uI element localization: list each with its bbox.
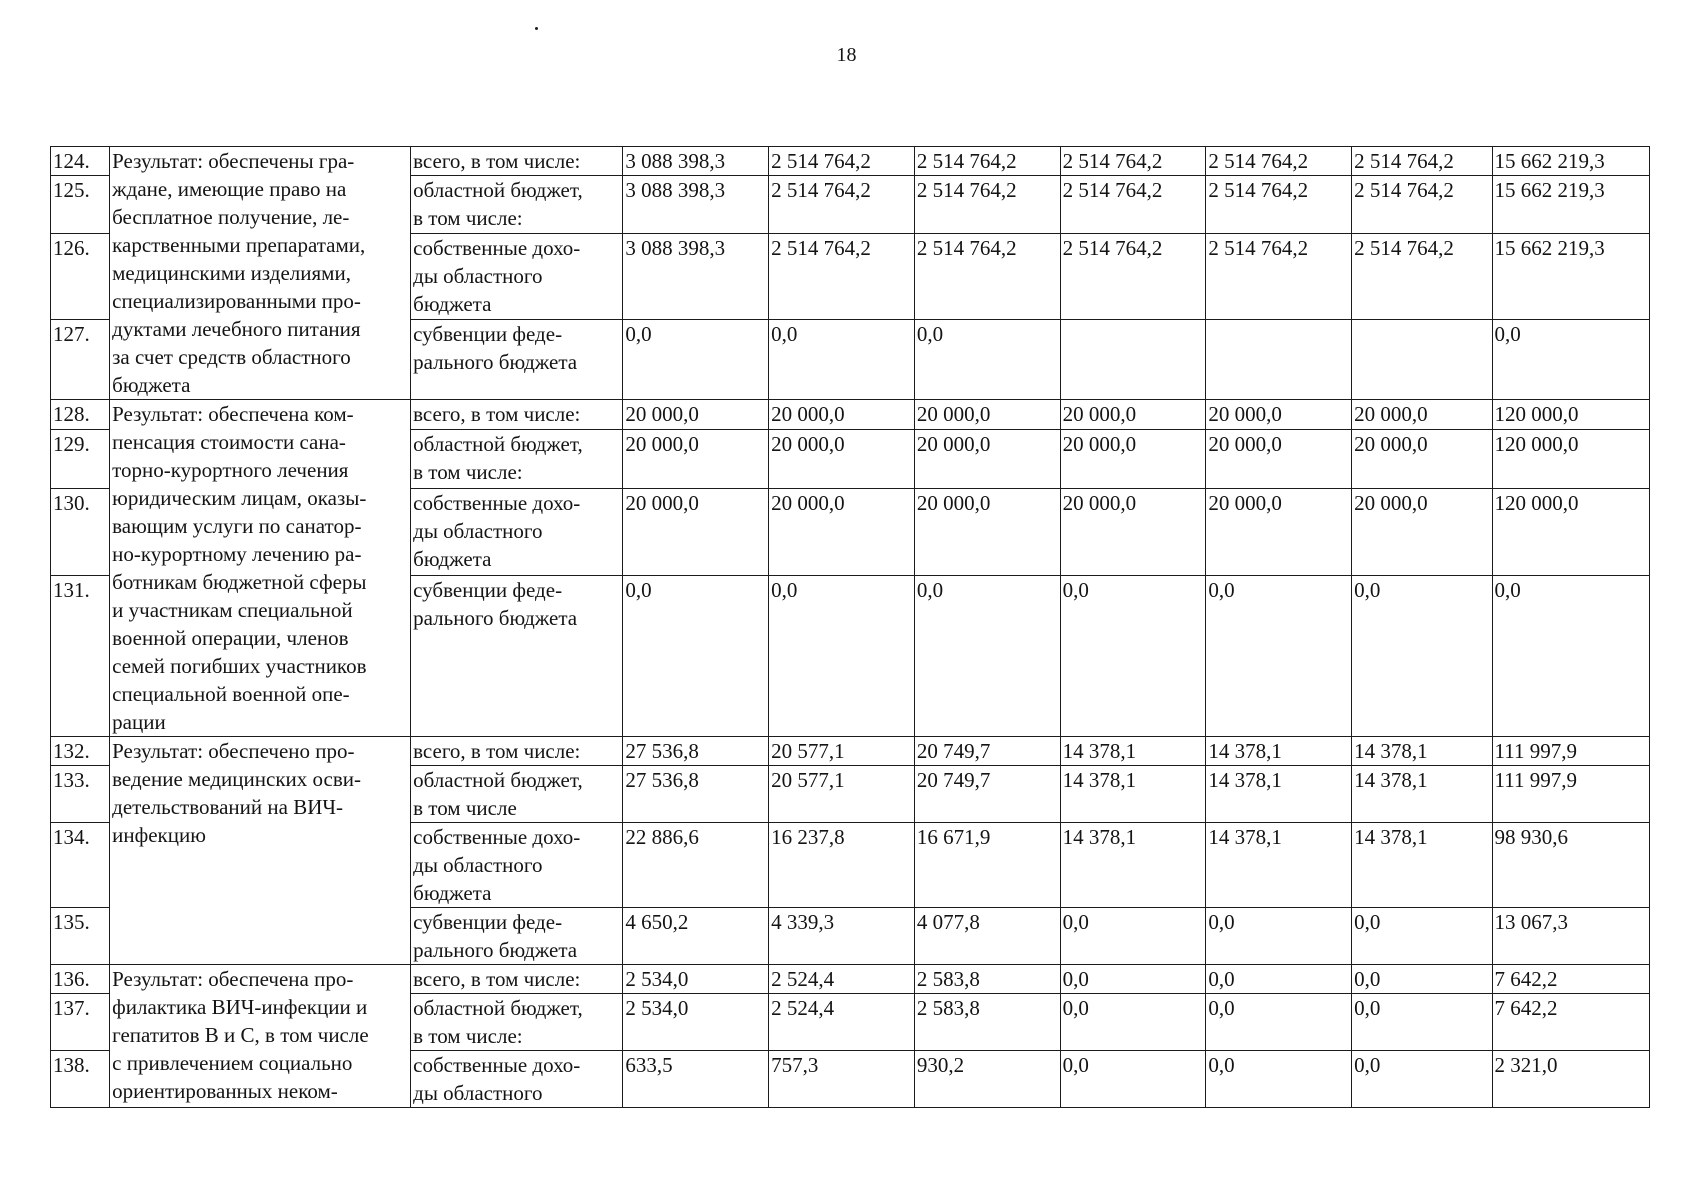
year-value-cell: 20 000,0 [914, 400, 1060, 430]
year-value-cell: 20 000,0 [1060, 429, 1206, 488]
year-value-cell: 20 749,7 [914, 737, 1060, 766]
year-value-cell: 0,0 [1352, 965, 1492, 994]
row-number: 138. [51, 1051, 110, 1108]
year-value-cell: 20 000,0 [623, 429, 769, 488]
year-value-cell: 0,0 [1206, 1051, 1352, 1108]
total-value-cell: 2 321,0 [1492, 1051, 1649, 1108]
year-value-cell: 0,0 [1352, 1051, 1492, 1108]
funding-source: собственные дохо- ды областного бюджета [411, 823, 623, 908]
year-value-cell: 14 378,1 [1060, 766, 1206, 823]
total-value-cell: 0,0 [1492, 576, 1649, 737]
total-value-cell: 120 000,0 [1492, 429, 1649, 488]
row-number: 133. [51, 766, 110, 823]
year-value-cell: 20 000,0 [1352, 400, 1492, 430]
year-value-cell: 2 583,8 [914, 994, 1060, 1051]
year-value-cell: 20 000,0 [769, 400, 915, 430]
table-row [51, 965, 1650, 994]
funding-source: областной бюджет, в том числе [411, 766, 623, 823]
year-value-cell: 20 000,0 [1206, 400, 1352, 430]
year-value-cell: 2 514 764,2 [769, 234, 915, 320]
year-value-cell: 2 514 764,2 [1206, 234, 1352, 320]
year-value-cell: 20 000,0 [1352, 429, 1492, 488]
year-value-cell: 0,0 [1352, 994, 1492, 1051]
table-row [51, 147, 1650, 176]
year-value-cell: 2 514 764,2 [769, 147, 915, 176]
result-description: Результат: обеспечено про- ведение медицинских осви- детельствований на ВИЧ- инфекцию [110, 737, 411, 965]
budget-table [50, 146, 1650, 1108]
year-value-cell: 757,3 [769, 1051, 915, 1108]
row-number: 125. [51, 176, 110, 234]
funding-source: областной бюджет, в том числе: [411, 429, 623, 488]
result-description: Результат: обеспечены гра- ждане, имеющие право на бесплатное получение, ле- карственными препаратами, медицинскими изделиями, специализированными про- дуктами лечебного питания за счет средств областного бюджета [110, 147, 411, 400]
year-value-cell: 0,0 [914, 576, 1060, 737]
year-value-cell: 20 577,1 [769, 737, 915, 766]
year-value-cell: 2 534,0 [623, 965, 769, 994]
year-value-cell: 2 514 764,2 [1206, 147, 1352, 176]
year-value-cell: 2 514 764,2 [914, 147, 1060, 176]
year-value-cell: 20 000,0 [769, 429, 915, 488]
total-value-cell: 7 642,2 [1492, 994, 1649, 1051]
year-value-cell: 2 514 764,2 [1206, 176, 1352, 234]
row-number: 128. [51, 400, 110, 430]
year-value-cell: 14 378,1 [1206, 737, 1352, 766]
row-number: 130. [51, 488, 110, 576]
year-value-cell: 0,0 [623, 320, 769, 400]
year-value-cell: 930,2 [914, 1051, 1060, 1108]
year-value-cell: 20 000,0 [1206, 429, 1352, 488]
year-value-cell: 20 577,1 [769, 766, 915, 823]
year-value-cell: 2 524,4 [769, 994, 915, 1051]
row-number: 137. [51, 994, 110, 1051]
table-body [51, 147, 1650, 1108]
year-value-cell: 20 000,0 [769, 488, 915, 576]
year-value-cell: 16 671,9 [914, 823, 1060, 908]
year-value-cell: 2 514 764,2 [769, 176, 915, 234]
funding-source: собственные дохо- ды областного бюджета [411, 488, 623, 576]
year-value-cell: 0,0 [1206, 965, 1352, 994]
year-value-cell: 633,5 [623, 1051, 769, 1108]
funding-source: всего, в том числе: [411, 400, 623, 430]
year-value-cell: 2 514 764,2 [1352, 234, 1492, 320]
year-value-cell: 0,0 [1206, 994, 1352, 1051]
year-value-cell: 4 077,8 [914, 908, 1060, 965]
year-value-cell: 14 378,1 [1206, 823, 1352, 908]
total-value-cell: 7 642,2 [1492, 965, 1649, 994]
year-value-cell: 20 000,0 [1060, 488, 1206, 576]
year-value-cell: 4 650,2 [623, 908, 769, 965]
year-value-cell: 0,0 [769, 320, 915, 400]
year-value-cell: 2 583,8 [914, 965, 1060, 994]
year-value-cell: 27 536,8 [623, 766, 769, 823]
year-value-cell: 0,0 [1060, 1051, 1206, 1108]
total-value-cell: 15 662 219,3 [1492, 176, 1649, 234]
year-value-cell: 20 000,0 [623, 400, 769, 430]
year-value-cell [1206, 320, 1352, 400]
year-value-cell: 0,0 [623, 576, 769, 737]
row-number: 129. [51, 429, 110, 488]
funding-source: субвенции феде- рального бюджета [411, 576, 623, 737]
year-value-cell: 2 524,4 [769, 965, 915, 994]
year-value-cell: 2 514 764,2 [914, 176, 1060, 234]
row-number: 134. [51, 823, 110, 908]
year-value-cell: 2 514 764,2 [1060, 234, 1206, 320]
year-value-cell: 20 000,0 [914, 429, 1060, 488]
row-number: 131. [51, 576, 110, 737]
total-value-cell: 120 000,0 [1492, 400, 1649, 430]
total-value-cell: 111 997,9 [1492, 737, 1649, 766]
row-number: 135. [51, 908, 110, 965]
year-value-cell: 2 514 764,2 [1060, 176, 1206, 234]
year-value-cell: 0,0 [769, 576, 915, 737]
year-value-cell: 0,0 [1060, 908, 1206, 965]
year-value-cell: 3 088 398,3 [623, 176, 769, 234]
row-number: 132. [51, 737, 110, 766]
year-value-cell: 2 514 764,2 [1060, 147, 1206, 176]
table-row [51, 737, 1650, 766]
year-value-cell: 2 514 764,2 [1352, 176, 1492, 234]
year-value-cell: 0,0 [1352, 908, 1492, 965]
funding-source: субвенции феде- рального бюджета [411, 320, 623, 400]
total-value-cell: 15 662 219,3 [1492, 147, 1649, 176]
year-value-cell: 20 000,0 [1206, 488, 1352, 576]
year-value-cell: 0,0 [914, 320, 1060, 400]
result-description: Результат: обеспечена про- филактика ВИЧ-инфекции и гепатитов В и С, в том числе с привлечением социально ориентированных неком- [110, 965, 411, 1108]
year-value-cell: 2 514 764,2 [914, 234, 1060, 320]
year-value-cell: 20 000,0 [1352, 488, 1492, 576]
result-description: Результат: обеспечена ком- пенсация стоимости сана- торно-курортного лечения юридическим лицам, оказы- вающим услуги по санатор- но-курортному лечению ра- ботникам бюджетной сферы и участникам специальной военной операции, членов семей погибших участников специальной военной опе- рации [110, 400, 411, 737]
year-value-cell: 20 749,7 [914, 766, 1060, 823]
year-value-cell: 16 237,8 [769, 823, 915, 908]
year-value-cell: 3 088 398,3 [623, 147, 769, 176]
total-value-cell: 0,0 [1492, 320, 1649, 400]
funding-source: областной бюджет, в том числе: [411, 176, 623, 234]
table-row [51, 400, 1650, 430]
year-value-cell: 20 000,0 [623, 488, 769, 576]
scan-speck [535, 27, 538, 30]
year-value-cell: 0,0 [1206, 576, 1352, 737]
year-value-cell: 14 378,1 [1060, 823, 1206, 908]
funding-source: всего, в том числе: [411, 737, 623, 766]
funding-source: субвенции феде- рального бюджета [411, 908, 623, 965]
funding-source: собственные дохо- ды областного [411, 1051, 623, 1108]
funding-source: всего, в том числе: [411, 147, 623, 176]
year-value-cell: 0,0 [1060, 965, 1206, 994]
year-value-cell: 0,0 [1060, 994, 1206, 1051]
year-value-cell: 27 536,8 [623, 737, 769, 766]
row-number: 136. [51, 965, 110, 994]
year-value-cell: 0,0 [1352, 576, 1492, 737]
row-number: 127. [51, 320, 110, 400]
year-value-cell: 2 534,0 [623, 994, 769, 1051]
year-value-cell: 22 886,6 [623, 823, 769, 908]
row-number: 126. [51, 234, 110, 320]
year-value-cell: 0,0 [1060, 576, 1206, 737]
year-value-cell: 0,0 [1206, 908, 1352, 965]
total-value-cell: 120 000,0 [1492, 488, 1649, 576]
total-value-cell: 111 997,9 [1492, 766, 1649, 823]
year-value-cell: 14 378,1 [1352, 823, 1492, 908]
year-value-cell: 2 514 764,2 [1352, 147, 1492, 176]
year-value-cell [1352, 320, 1492, 400]
total-value-cell: 13 067,3 [1492, 908, 1649, 965]
total-value-cell: 98 930,6 [1492, 823, 1649, 908]
year-value-cell: 14 378,1 [1352, 737, 1492, 766]
year-value-cell: 3 088 398,3 [623, 234, 769, 320]
year-value-cell: 20 000,0 [914, 488, 1060, 576]
page-number: 18 [836, 44, 857, 66]
row-number: 124. [51, 147, 110, 176]
year-value-cell [1060, 320, 1206, 400]
year-value-cell: 14 378,1 [1206, 766, 1352, 823]
year-value-cell: 4 339,3 [769, 908, 915, 965]
year-value-cell: 20 000,0 [1060, 400, 1206, 430]
year-value-cell: 14 378,1 [1060, 737, 1206, 766]
total-value-cell: 15 662 219,3 [1492, 234, 1649, 320]
year-value-cell: 14 378,1 [1352, 766, 1492, 823]
funding-source: собственные дохо- ды областного бюджета [411, 234, 623, 320]
funding-source: всего, в том числе: [411, 965, 623, 994]
funding-source: областной бюджет, в том числе: [411, 994, 623, 1051]
